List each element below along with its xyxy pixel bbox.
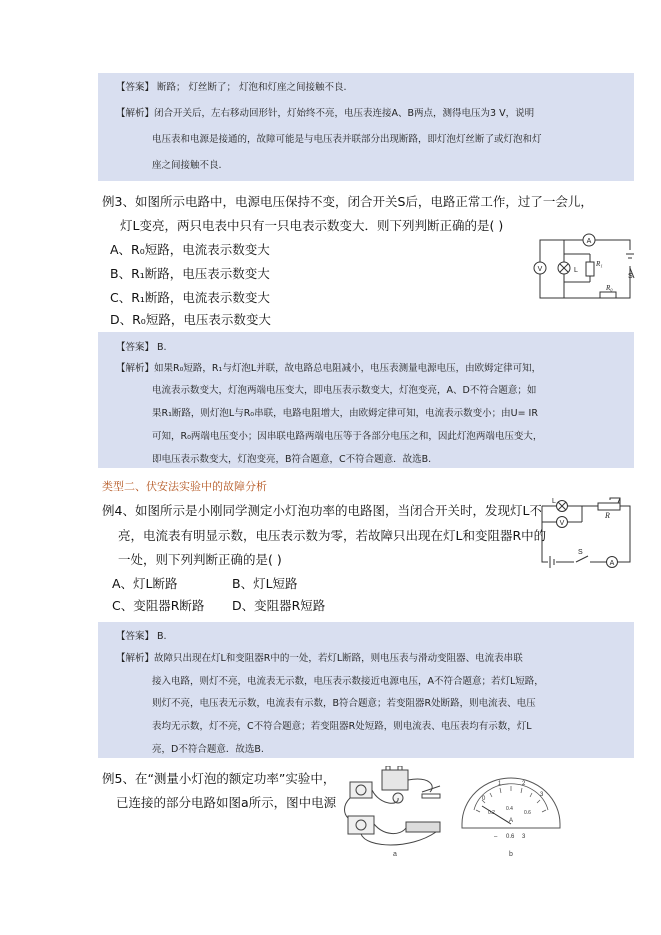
analysis-line: 即电压表示数变大，灯泡变亮，B符合题意，C不符合题意．故选B. [152,454,432,465]
circuit-diagram-ex3 [528,232,640,302]
dial-small-tick: 0.2 [488,810,495,816]
analysis-line: 可知，R₀两端电压变小；因串联电路两端电压等于各部分电压之和，因此灯泡两端电压变大， [152,431,543,442]
question-stem: 已连接的部分电路如图a所示，图中电源 [116,795,337,810]
dial-tick-label: 0 [482,796,486,802]
question-stem: 亮，电流表有明显示数，电压表示数为零，若故障只出现在灯L和变阻器R中的 [118,528,547,543]
question-stem: 例5、在“测量小灯泡的额定功率”实验中， [102,771,336,786]
option-b: B、R₁断路，电压表示数变大 [110,266,270,281]
figure-caption-b: b [509,851,513,858]
question-stem: 一处，则下列判断正确的是( ) [118,552,282,567]
dial-tick-label: 3 [540,792,544,798]
dial-unit: A [508,818,514,824]
analysis-line: 【解析】如果R₀短路，R₁与灯泡L并联，故电路总电阻减小，电压表测量电源电压，由欧姆定律可知， [116,363,542,374]
analysis-line: 接入电路，则灯不亮，电流表无示数，电压表示数接近电源电压，A不符合题意；若灯L短路， [152,676,544,687]
question-stem: 灯L变亮，两只电表中只有一只电表示数变大．则下列判断正确的是( ) [120,218,504,233]
option-a: A、灯L断路 [112,576,178,591]
lamp-label: L [574,267,578,274]
terminal-label: 3 [522,834,526,840]
figure-caption-a: a [393,851,397,858]
analysis-line: 电压表和电源是接通的，故障可能是与电压表并联部分出现断路，即灯泡灯丝断了或灯泡和灯 [152,134,542,145]
voltmeter-label: V [537,266,543,273]
apparatus-figure-a [340,766,458,858]
switch-label: S [578,549,583,556]
ammeter-label: A [586,238,592,245]
analysis-line: 电流表示数变大，灯泡两端电压变大，即电压表示数变大，灯泡变亮，A、D不符合题意；如 [152,385,537,396]
answer-line: 【答案】 断路； 灯丝断了； 灯泡和灯座之间接触不良. [116,82,347,93]
option-c: C、R₁断路，电流表示数变大 [110,290,270,305]
circuit-svg [528,232,640,302]
rheostat-label: R [605,511,610,520]
ammeter-label: A [609,560,615,567]
dial-tick-label: 2 [522,781,526,787]
dial-tick-label: 1 [498,781,502,787]
option-d: D、R₀短路，电压表示数变大 [110,312,271,327]
analysis-line: 【解析】闭合开关后，左右移动回形针，灯始终不亮，电压表连接A、B两点，测得电压为3 V，说明 [116,108,535,119]
terminal-label: 0.6 [506,834,515,840]
apparatus-svg [340,766,458,858]
dial-svg [458,766,564,858]
ammeter-dial-figure-b [458,766,564,858]
circuit-diagram-ex4 [538,496,638,570]
option-d: D、变阻器R短路 [232,598,326,613]
dial-small-tick: 0.4 [506,806,513,812]
voltmeter-label: V [559,520,565,527]
question-stem: 例4、如图所示是小刚同学测定小灯泡功率的电路图，当闭合开关时，发现灯L不 [102,503,542,518]
dial-small-tick: 0.6 [524,810,531,816]
r1-label: R₁ [596,260,603,268]
analysis-line: 亮，D不符合题意．故选B. [152,744,264,755]
analysis-line: 则灯不亮，电压表无示数，电流表有示数，B符合题意；若变阻器R处断路，则电流表、电压 [152,698,536,709]
section-heading: 类型二、伏安法实验中的故障分析 [102,480,267,493]
option-b: B、灯L短路 [232,576,298,591]
r0-label: R₀ [606,284,613,292]
question-stem: 例3、如图所示电路中，电源电压保持不变，闭合开关S后，电路正常工作，过了一会儿， [102,194,593,209]
analysis-line: 【解析】故障只出现在灯L和变阻器R中的一处，若灯L断路，则电压表与滑动变阻器、电流表串联 [116,653,523,664]
option-a: A、R₀短路，电流表示数变大 [110,242,270,257]
analysis-line: 座之间接触不良. [152,160,222,171]
option-c: C、变阻器R断路 [112,598,205,613]
lamp-label: L [552,498,556,505]
switch-label: S [628,273,633,280]
analysis-line: 表均无示数，灯不亮，C不符合题意；若变阻器R处短路，则电流表、电压表均有示数，灯L [152,721,532,732]
terminal-label: – [494,834,498,840]
analysis-line: 果R₁断路，则灯泡L与R₀串联，电路电阻增大，由欧姆定律可知，电流表示数变小；由U= IR [152,408,538,419]
answer-line: 【答案】 B. [116,631,167,642]
answer-line: 【答案】 B. [116,342,167,353]
circuit-svg [538,496,638,570]
